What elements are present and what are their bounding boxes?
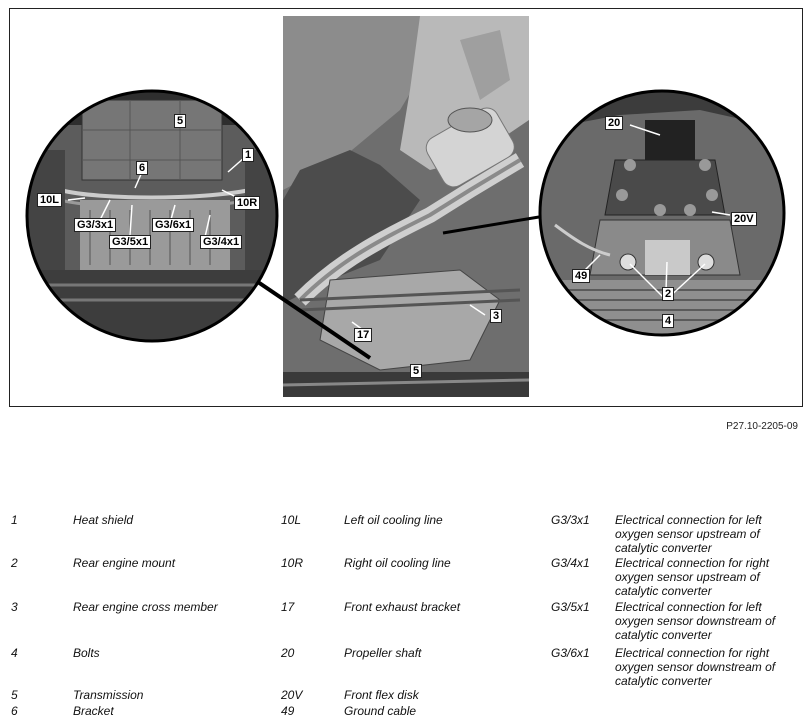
callout-3: 3	[490, 309, 502, 323]
callout-20V: 20V	[731, 212, 757, 226]
legend-label: Ground cable	[344, 704, 417, 718]
callout-G3-5x1: G3/5x1	[109, 235, 151, 249]
callout-49: 49	[572, 269, 590, 283]
legend-code: G3/6x1	[551, 646, 590, 660]
legend-code: 1	[11, 513, 18, 527]
callout-G3-4x1: G3/4x1	[200, 235, 242, 249]
legend-label: Electrical connection for right oxygen sensor downstream of catalytic converter	[615, 646, 776, 688]
legend-label: Electrical connection for right oxygen sensor upstream of catalytic converter	[615, 556, 770, 598]
callout-G3-6x1: G3/6x1	[152, 218, 194, 232]
callout-20: 20	[605, 116, 623, 130]
legend-code: G3/4x1	[551, 556, 590, 570]
legend-label: Electrical connection for left oxygen sensor upstream of catalytic converter	[615, 513, 762, 555]
legend-code: G3/5x1	[551, 600, 590, 614]
legend-code: 6	[11, 704, 18, 718]
left-detail-circle	[20, 85, 290, 345]
callout-5-left: 5	[174, 114, 186, 128]
legend-code: 3	[11, 600, 18, 614]
legend-code: G3/3x1	[551, 513, 590, 527]
legend-label: Front flex disk	[344, 688, 419, 702]
center-photo	[283, 16, 529, 397]
callout-5-center: 5	[410, 364, 422, 378]
legend-label: Rear engine cross member	[73, 600, 218, 614]
callout-2: 2	[662, 287, 674, 301]
legend-label: Bolts	[73, 646, 100, 660]
legend-label: Transmission	[73, 688, 144, 702]
callout-17: 17	[354, 328, 372, 342]
legend-code: 2	[11, 556, 18, 570]
legend-code: 20V	[281, 688, 303, 702]
callout-6: 6	[136, 161, 148, 175]
callout-G3-3x1: G3/3x1	[74, 218, 116, 232]
legend-code: 49	[281, 704, 295, 718]
callout-4: 4	[662, 314, 674, 328]
legend-label: Right oil cooling line	[344, 556, 451, 570]
callout-10L: 10L	[37, 193, 62, 207]
legend-label: Electrical connection for left oxygen sensor downstream of catalytic converter	[615, 600, 776, 642]
legend-label: Left oil cooling line	[344, 513, 443, 527]
legend-code: 10L	[281, 513, 302, 527]
legend-label: Propeller shaft	[344, 646, 422, 660]
legend-code: 5	[11, 688, 18, 702]
figure-id: P27.10-2205-09	[726, 421, 798, 432]
callout-1: 1	[242, 148, 254, 162]
callout-10R: 10R	[234, 196, 260, 210]
legend-label: Bracket	[73, 704, 114, 718]
legend-code: 17	[281, 600, 295, 614]
legend-label: Heat shield	[73, 513, 134, 527]
legend-code: 10R	[281, 556, 304, 570]
legend-label: Rear engine mount	[73, 556, 176, 570]
legend-code: 4	[11, 646, 18, 660]
legend-label: Front exhaust bracket	[344, 600, 461, 614]
legend-code: 20	[281, 646, 295, 660]
